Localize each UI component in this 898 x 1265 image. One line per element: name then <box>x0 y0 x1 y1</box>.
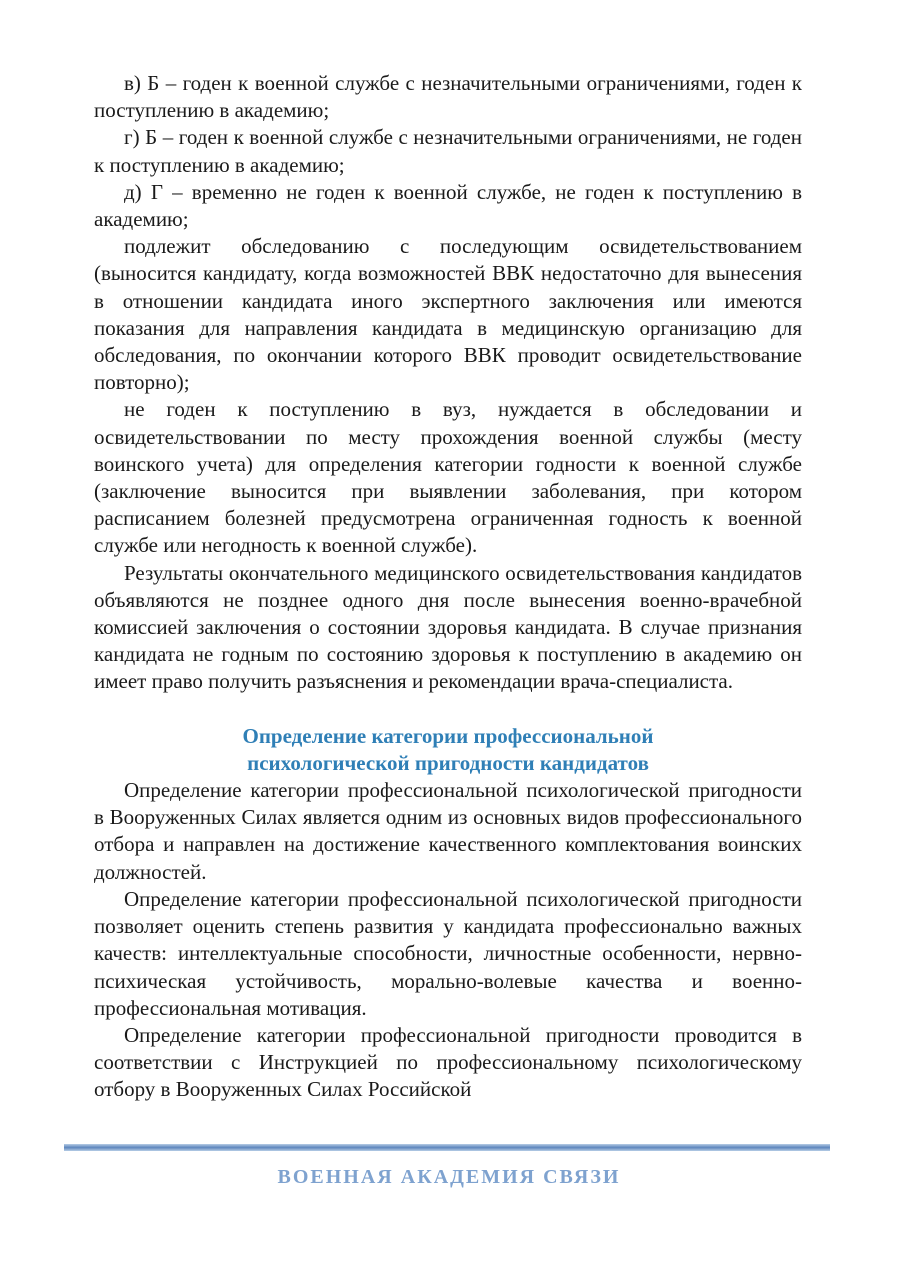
paragraph-v: в) Б – годен к военной службе с незначительными ограничениями, годен к поступлению в академию; <box>94 71 802 123</box>
section-title-line-1: Определение категории профессиональной <box>242 723 654 748</box>
paragraph-not-fit: не годен к поступлению в вуз, нуждается в обследовании и освидетельствовании по месту прохождения военной службы (месту воинского учета) для определения категории годности к военной службе (заключение выносится при выявлении заболевания, при котором расписанием болезней предусмотрена ограниченная годность к военной службе или негодность к военной службе). <box>94 397 802 558</box>
paragraph-results: Результаты окончательного медицинского освидетельствования кандидатов объявляются не позднее одного дня после вынесения военно-врачебной комиссией заключения о состоянии здоровья кандидата. В случае признания кандидата не годным по состоянию здоровья к поступлению в академию он имеет право получить разъяснения и рекомендации врача-специалиста. <box>94 560 802 694</box>
section-paragraph-3: Определение категории профессиональной пригодности проводится в соответствии с Инструкцией по профессиональному психологическому отбору в Вооруженных Силах Российской <box>94 1022 802 1102</box>
paragraph-g: г) Б – годен к военной службе с незначительными ограничениями, не годен к поступлению в академию; <box>94 125 802 177</box>
page-body <box>94 70 802 1104</box>
paragraph-d: д) Г – временно не годен к военной службе, не годен к поступлению в академию; <box>94 179 802 232</box>
section-paragraph-1: Определение категории профессиональной психологической пригодности в Вооруженных Силах является одним из основных видов профессионального отбора и направлен на достижение качественного комплектования воинских должностей. <box>94 778 802 884</box>
section-paragraph-2: Определение категории профессиональной психологической пригодности позволяет оценить степень развития у кандидата профессионально важных качеств: интеллектуальные способности, личностные особенности, нервно-психическая устойчивость, морально-волевые качества и военно-профессиональная мотивация. <box>94 886 802 1020</box>
section-title <box>94 723 802 777</box>
footer-academy-name: ВОЕННАЯ АКАДЕМИЯ СВЯЗИ <box>277 1166 621 1188</box>
section-title-line-2: психологической пригодности кандидатов <box>247 750 649 775</box>
footer-divider <box>64 1144 830 1151</box>
paragraph-examination: подлежит обследованию с последующим освидетельствованием (выносится кандидату, когда возможностей ВВК недостаточно для вынесения в отношении кандидата иного экспертного заключения или имеются показания для направления кандидата в медицинскую организацию для обследования, по окончании которого ВВК проводит освидетельствование повторно); <box>94 234 802 395</box>
